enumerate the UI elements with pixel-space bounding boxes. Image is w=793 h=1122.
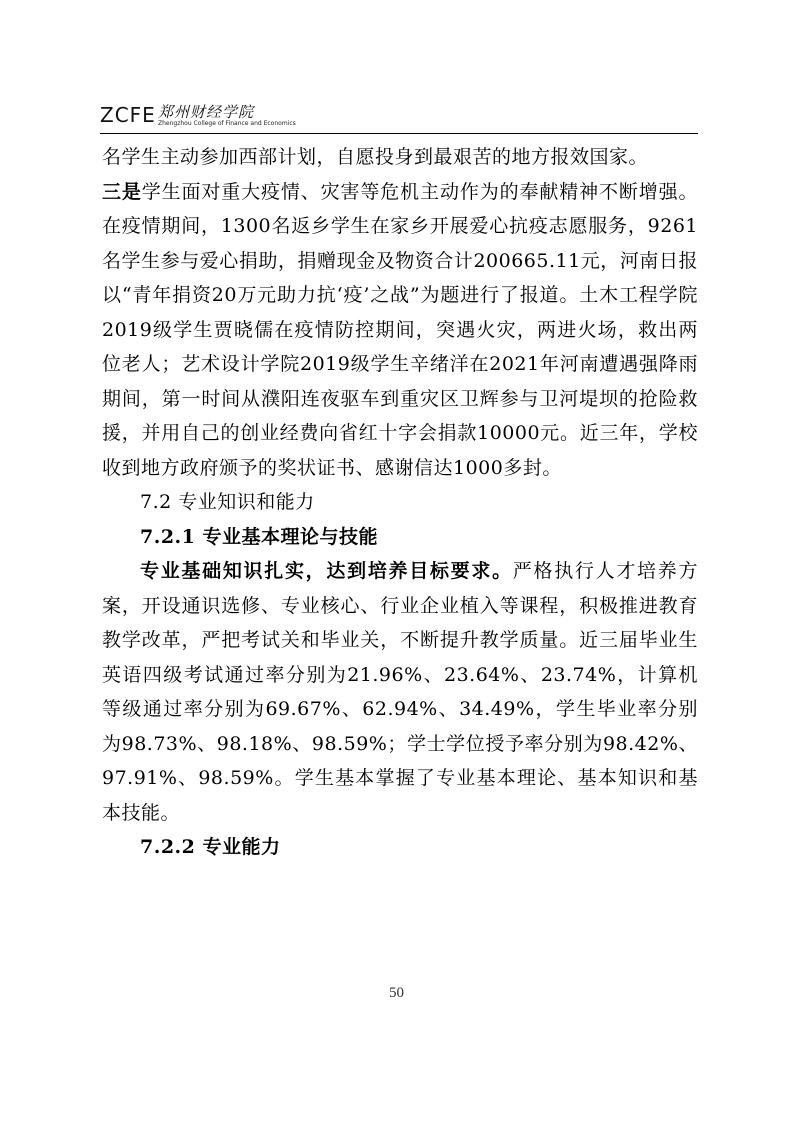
page-number: 50 bbox=[389, 985, 404, 1001]
section-heading-7-2-1: 7.2.1 专业基本理论与技能 bbox=[140, 525, 379, 548]
document-body bbox=[102, 140, 698, 865]
paragraph-body: 学生面对重大疫情、灾害等危机主动作为的奉献精神不断增强。在疫情期间，1300名返乡学生在家乡开展爱心抗疫志愿服务，9261名学生参与爱心捐助，捐赠现金及物资合计200665.11元，河南日报以“青年捐资20万元助力抗‘疫’之战”为题进行了报道。土木工程学院2019级学生贾晓儒在疫情防控期间，突遇火灾，两进火场，救出两位老人；艺术设计学院2019级学生辛绪洋在2021年河南遭遇强降雨期间，第一时间从濮阳连夜驱车到重灾区卫辉参与卫河堤坝的抢险救援，并用自己的创业经费向省红十字会捐款10000元。近三年，学校收到地方政府颁予的奖状证书、感谢信达1000多封。 bbox=[102, 180, 698, 479]
paragraph-continuation: 名学生主动参加西部计划，自愿投身到最艰苦的地方报效国家。 bbox=[102, 146, 649, 168]
paragraph-professional-knowledge bbox=[102, 554, 698, 830]
section-heading-7-2: 7.2 专业知识和能力 bbox=[140, 491, 315, 513]
paragraph-lead-bold: 三是 bbox=[102, 180, 142, 203]
section-heading-7-2-2: 7.2.2 专业能力 bbox=[140, 836, 281, 858]
college-logo-mark: ZCFE bbox=[100, 103, 156, 127]
college-name-english: Zhengzhou College of Finance and Economics bbox=[158, 120, 296, 127]
paragraph-body: 严格执行人才培养方案，开设通识选修、专业核心、行业企业植入等课程，积极推进教育教学改革，严把考试关和毕业关，不断提升教学质量。近三届毕业生英语四级考试通过率分别为21.96%、23.64%、23.74%，计算机等级通过率分别为69.67%、62.94%、34.49%，学生毕业率分别为98.73%、98.18%、98.59%；学士学位授予率分别为98.42%、97.91%、98.59%。学生基本掌握了专业基本理论、基本知识和基本技能。 bbox=[102, 560, 698, 824]
header-divider bbox=[100, 133, 698, 134]
paragraph-dedication bbox=[102, 175, 698, 486]
college-name-chinese: 郑州财经学院 bbox=[158, 103, 255, 121]
page-header bbox=[100, 104, 698, 132]
paragraph-lead-bold: 专业基础知识扎实，达到培养目标要求。 bbox=[140, 560, 513, 582]
